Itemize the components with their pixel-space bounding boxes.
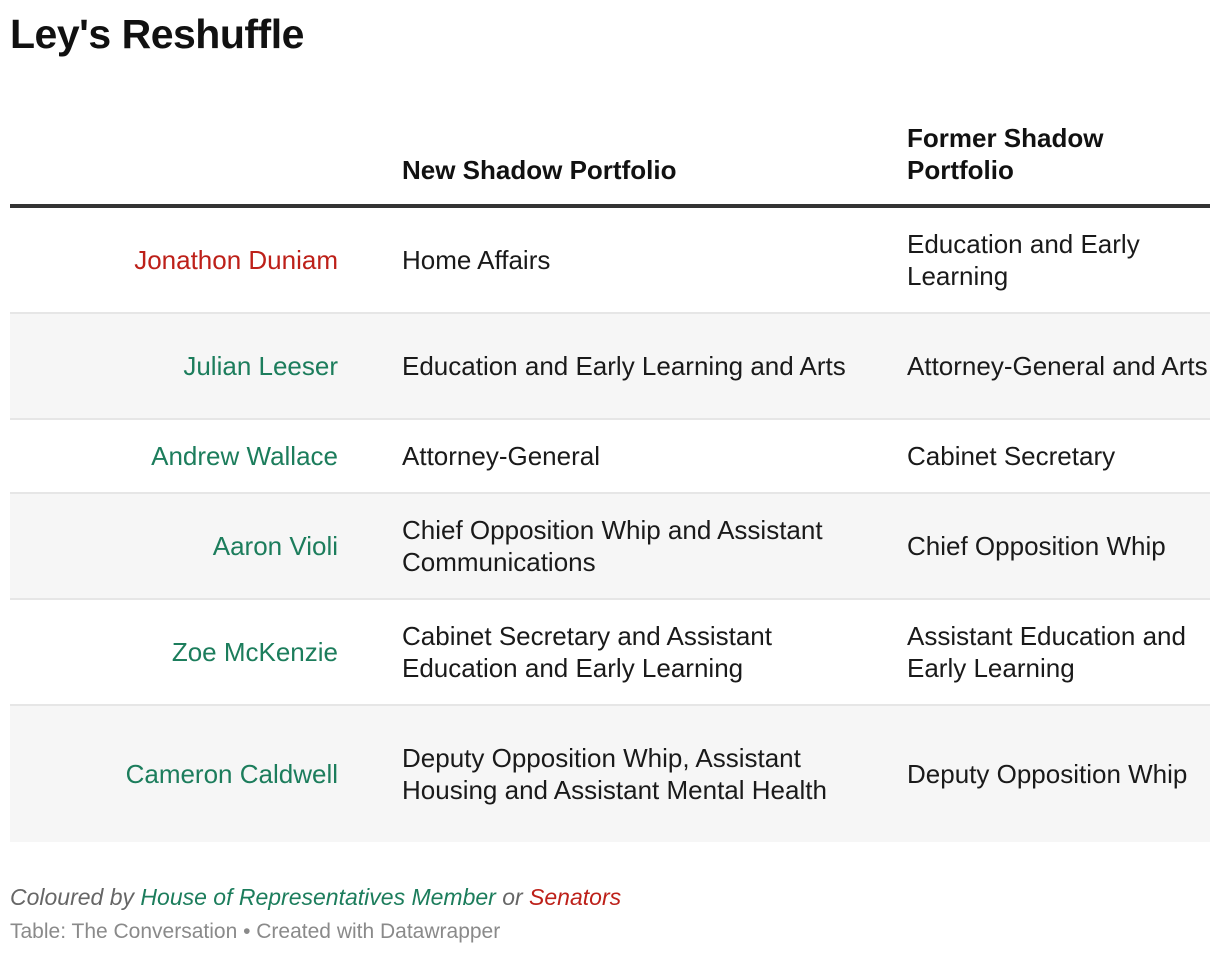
table-row xyxy=(10,599,1210,705)
chart-container xyxy=(10,0,1210,946)
former-portfolio-cell: Assistant Education and Early Learning xyxy=(875,599,1210,705)
header-row xyxy=(10,96,1210,206)
member-name: Cameron Caldwell xyxy=(10,705,370,842)
table-row xyxy=(10,206,1210,313)
former-portfolio-cell: Cabinet Secretary xyxy=(875,419,1210,493)
new-portfolio-cell: Cabinet Secretary and Assistant Education and Early Learning xyxy=(370,599,875,705)
chart-title: Ley's Reshuffle xyxy=(10,11,304,57)
new-portfolio-cell: Chief Opposition Whip and Assistant Communications xyxy=(370,493,875,599)
new-portfolio-cell: Home Affairs xyxy=(370,206,875,313)
column-header-former-portfolio[interactable]: Former Shadow Portfolio xyxy=(875,96,1210,206)
new-portfolio-cell: Deputy Opposition Whip, Assistant Housing and Assistant Mental Health xyxy=(370,705,875,842)
table-row xyxy=(10,705,1210,842)
table-row xyxy=(10,419,1210,493)
legend-house-member: House of Representatives Member xyxy=(140,884,496,910)
table-row xyxy=(10,493,1210,599)
new-portfolio-cell: Education and Early Learning and Arts xyxy=(370,313,875,419)
member-name: Zoe McKenzie xyxy=(10,599,370,705)
reshuffle-table xyxy=(10,96,1210,842)
former-portfolio-cell: Attorney-General and Arts xyxy=(875,313,1210,419)
column-header-name[interactable] xyxy=(10,96,370,206)
table-header xyxy=(10,96,1210,206)
column-header-new-portfolio[interactable]: New Shadow Portfolio xyxy=(370,96,875,206)
member-name: Andrew Wallace xyxy=(10,419,370,493)
former-portfolio-cell: Education and Early Learning xyxy=(875,206,1210,313)
member-name: Aaron Violi xyxy=(10,493,370,599)
legend-senators: Senators xyxy=(529,884,622,910)
former-portfolio-cell: Chief Opposition Whip xyxy=(875,493,1210,599)
legend-joiner: or xyxy=(502,884,523,910)
legend-prefix: Coloured by xyxy=(10,884,135,910)
table-row xyxy=(10,313,1210,419)
color-legend-note xyxy=(10,882,1210,912)
table-body xyxy=(10,206,1210,842)
former-portfolio-cell: Deputy Opposition Whip xyxy=(875,705,1210,842)
member-name: Jonathon Duniam xyxy=(10,206,370,313)
source-credit: Table: The Conversation • Created with Datawrapper xyxy=(10,920,501,943)
member-name: Julian Leeser xyxy=(10,313,370,419)
new-portfolio-cell: Attorney-General xyxy=(370,419,875,493)
